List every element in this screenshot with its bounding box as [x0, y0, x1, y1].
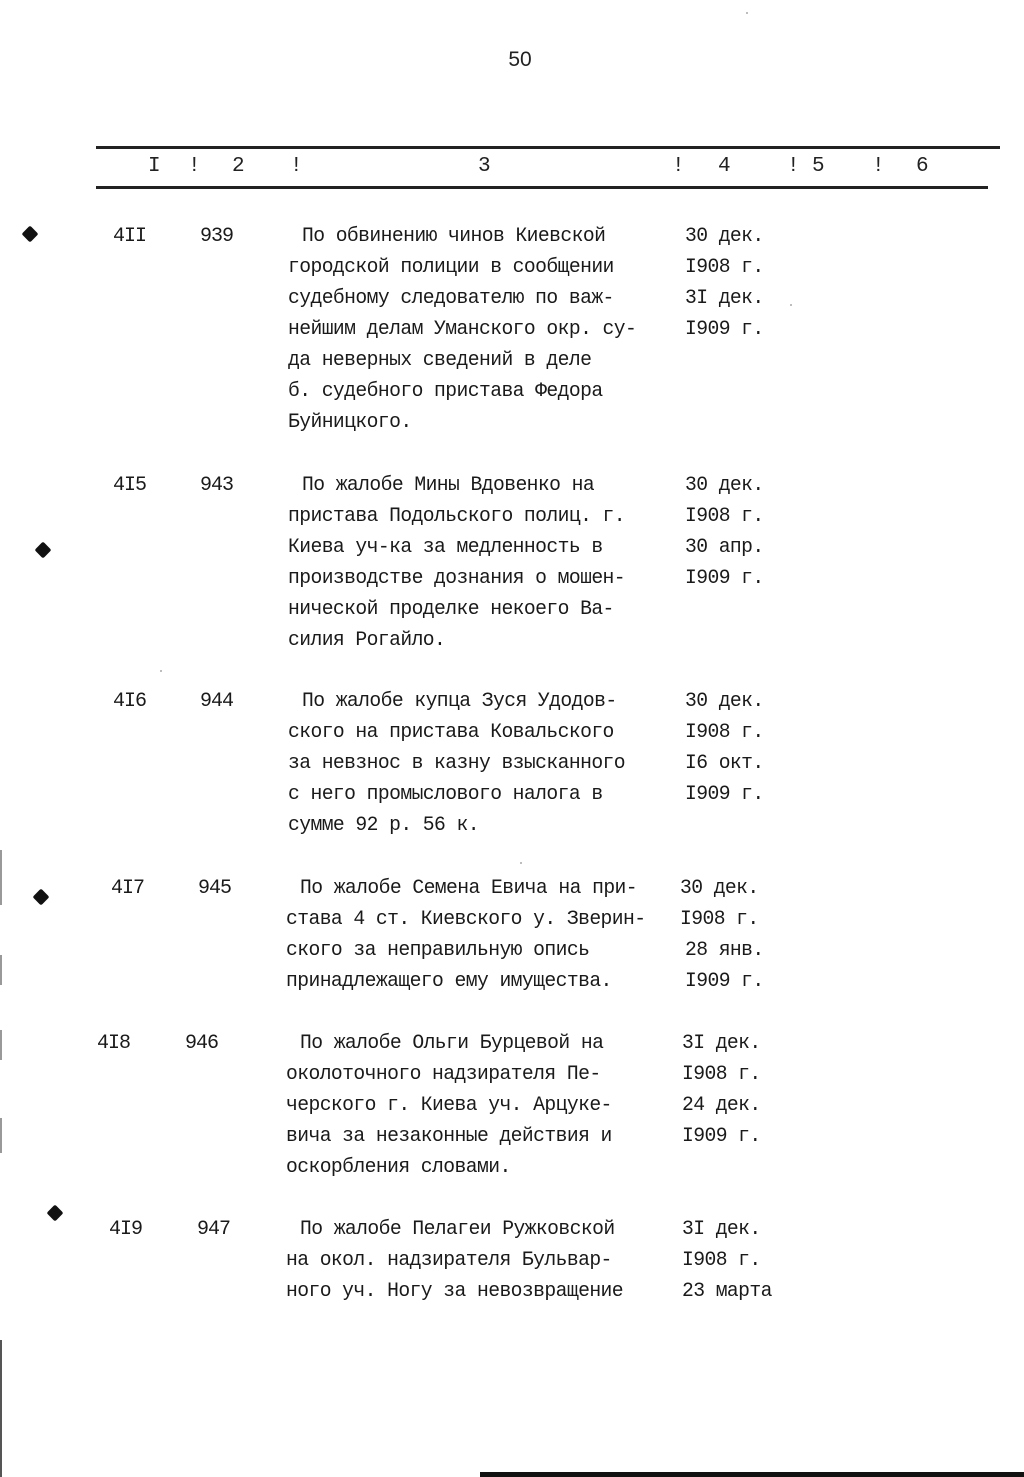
scan-speck	[746, 12, 748, 14]
case-number: 946	[185, 1032, 219, 1055]
date-line: I909 г.	[685, 783, 764, 806]
date-line: 30 дек.	[685, 690, 764, 713]
date-line: 30 апр.	[685, 536, 764, 559]
description-line: По жалобе купца Зуся Удодов-	[302, 690, 617, 713]
description-line: да неверных сведений в деле	[288, 349, 592, 372]
description-line: черского г. Киева уч. Арцуке-	[286, 1094, 612, 1117]
date-line: 3I дек.	[685, 287, 764, 310]
date-line: 30 дек.	[680, 877, 759, 900]
entry-number: 4I5	[113, 474, 147, 497]
date-line: I908 г.	[685, 256, 764, 279]
description-line: Буйницкого.	[288, 411, 412, 434]
punch-hole-mark-icon	[33, 889, 50, 906]
date-line: I908 г.	[685, 721, 764, 744]
header-col-1: I	[148, 155, 161, 178]
description-line: производстве дознания о мошен-	[288, 567, 626, 590]
description-line: пристава Подольского полиц. г.	[288, 505, 626, 528]
entry-dates	[685, 470, 795, 594]
date-line: 23 марта	[682, 1280, 772, 1303]
header-col-3: 3	[478, 155, 491, 178]
description-line: нической проделке некоего Ва-	[288, 598, 614, 621]
header-rule-bottom	[96, 186, 988, 189]
header-separator: !	[188, 155, 201, 178]
entry-number: 4I9	[109, 1218, 143, 1241]
entry-description	[288, 470, 702, 656]
date-line: 3I дек.	[682, 1032, 761, 1055]
scan-edge-shadow	[480, 1472, 1024, 1477]
scan-speck	[790, 304, 792, 306]
date-line: I908 г.	[682, 1249, 761, 1272]
header-separator: !	[787, 155, 800, 178]
entry-description	[286, 1028, 700, 1183]
page-edge-mark	[0, 850, 2, 905]
entry-number: 4II	[113, 225, 147, 248]
date-line: I909 г.	[685, 318, 764, 341]
case-number: 944	[200, 690, 234, 713]
header-separator: !	[872, 155, 885, 178]
entry-dates	[682, 1214, 792, 1307]
description-line: ского на пристава Ковальского	[288, 721, 614, 744]
header-rule-top	[96, 146, 1000, 149]
page-edge-mark	[0, 955, 2, 985]
entry-number: 4I6	[113, 690, 147, 713]
description-line: судебному следователю по важ-	[288, 287, 614, 310]
description-line: принадлежащего ему имущества.	[286, 970, 612, 993]
scan-speck	[160, 670, 162, 672]
description-line: за невзнос в казну взысканного	[288, 752, 626, 775]
entry-description	[286, 1214, 700, 1307]
case-number: 945	[198, 877, 232, 900]
entry-description	[286, 873, 700, 997]
date-line: I908 г.	[685, 505, 764, 528]
description-line: с него промыслового налога в	[288, 783, 603, 806]
page-edge-mark	[0, 1030, 2, 1060]
punch-hole-mark-icon	[47, 1205, 64, 1222]
description-line: оскорбления словами.	[286, 1156, 511, 1179]
description-line: По жалобе Ольги Бурцевой на	[300, 1032, 604, 1055]
description-line: ского за неправильную опись	[286, 939, 590, 962]
date-line: I909 г.	[685, 970, 764, 993]
header-separator: !	[672, 155, 685, 178]
date-line: I909 г.	[682, 1125, 761, 1148]
description-line: По обвинению чинов Киевской	[302, 225, 606, 248]
description-line: околоточного надзирателя Пе-	[286, 1063, 601, 1086]
page-edge-mark	[0, 1340, 2, 1477]
page-edge-mark	[0, 1118, 2, 1153]
case-number: 947	[197, 1218, 231, 1241]
date-line: I908 г.	[680, 908, 759, 931]
description-line: сумме 92 р. 56 к.	[288, 814, 479, 837]
entry-dates	[685, 221, 795, 345]
date-line: I909 г.	[685, 567, 764, 590]
entry-description	[288, 221, 702, 438]
header-col-2: 2	[232, 155, 245, 178]
date-line: I908 г.	[682, 1063, 761, 1086]
entry-dates	[680, 873, 790, 997]
scan-speck	[520, 862, 522, 864]
date-line: 3I дек.	[682, 1218, 761, 1241]
date-line: 30 дек.	[685, 474, 764, 497]
description-line: на окол. надзирателя Бульвар-	[286, 1249, 612, 1272]
case-number: 939	[200, 225, 234, 248]
punch-hole-mark-icon	[35, 542, 52, 559]
date-line: 24 дек.	[682, 1094, 761, 1117]
description-line: Киева уч-ка за медленность в	[288, 536, 603, 559]
page-number: 50	[508, 48, 532, 71]
date-line: 28 янв.	[685, 939, 764, 962]
description-line: б. судебного пристава Федора	[288, 380, 603, 403]
header-col-6: 6	[916, 155, 929, 178]
header-col-4: 4	[718, 155, 731, 178]
description-line: ного уч. Ногу за невозвращение	[286, 1280, 624, 1303]
description-line: става 4 ст. Киевского у. Зверин-	[286, 908, 646, 931]
entry-number: 4I7	[111, 877, 145, 900]
case-number: 943	[200, 474, 234, 497]
entry-dates	[682, 1028, 792, 1152]
description-line: По жалобе Пелагеи Ружковской	[300, 1218, 615, 1241]
description-line: нейшим делам Уманского окр. су-	[288, 318, 637, 341]
date-line: I6 окт.	[685, 752, 764, 775]
entry-description	[288, 686, 702, 841]
header-col-5: 5	[812, 155, 825, 178]
description-line: По жалобе Мины Вдовенко на	[302, 474, 595, 497]
description-line: вича за незаконные действия и	[286, 1125, 612, 1148]
punch-hole-mark-icon	[22, 226, 39, 243]
description-line: городской полиции в сообщении	[288, 256, 614, 279]
entry-dates	[685, 686, 795, 810]
description-line: силия Рогайло.	[288, 629, 446, 652]
header-separator: !	[290, 155, 303, 178]
entry-number: 4I8	[97, 1032, 131, 1055]
date-line: 30 дек.	[685, 225, 764, 248]
description-line: По жалобе Семена Евича на при-	[300, 877, 638, 900]
